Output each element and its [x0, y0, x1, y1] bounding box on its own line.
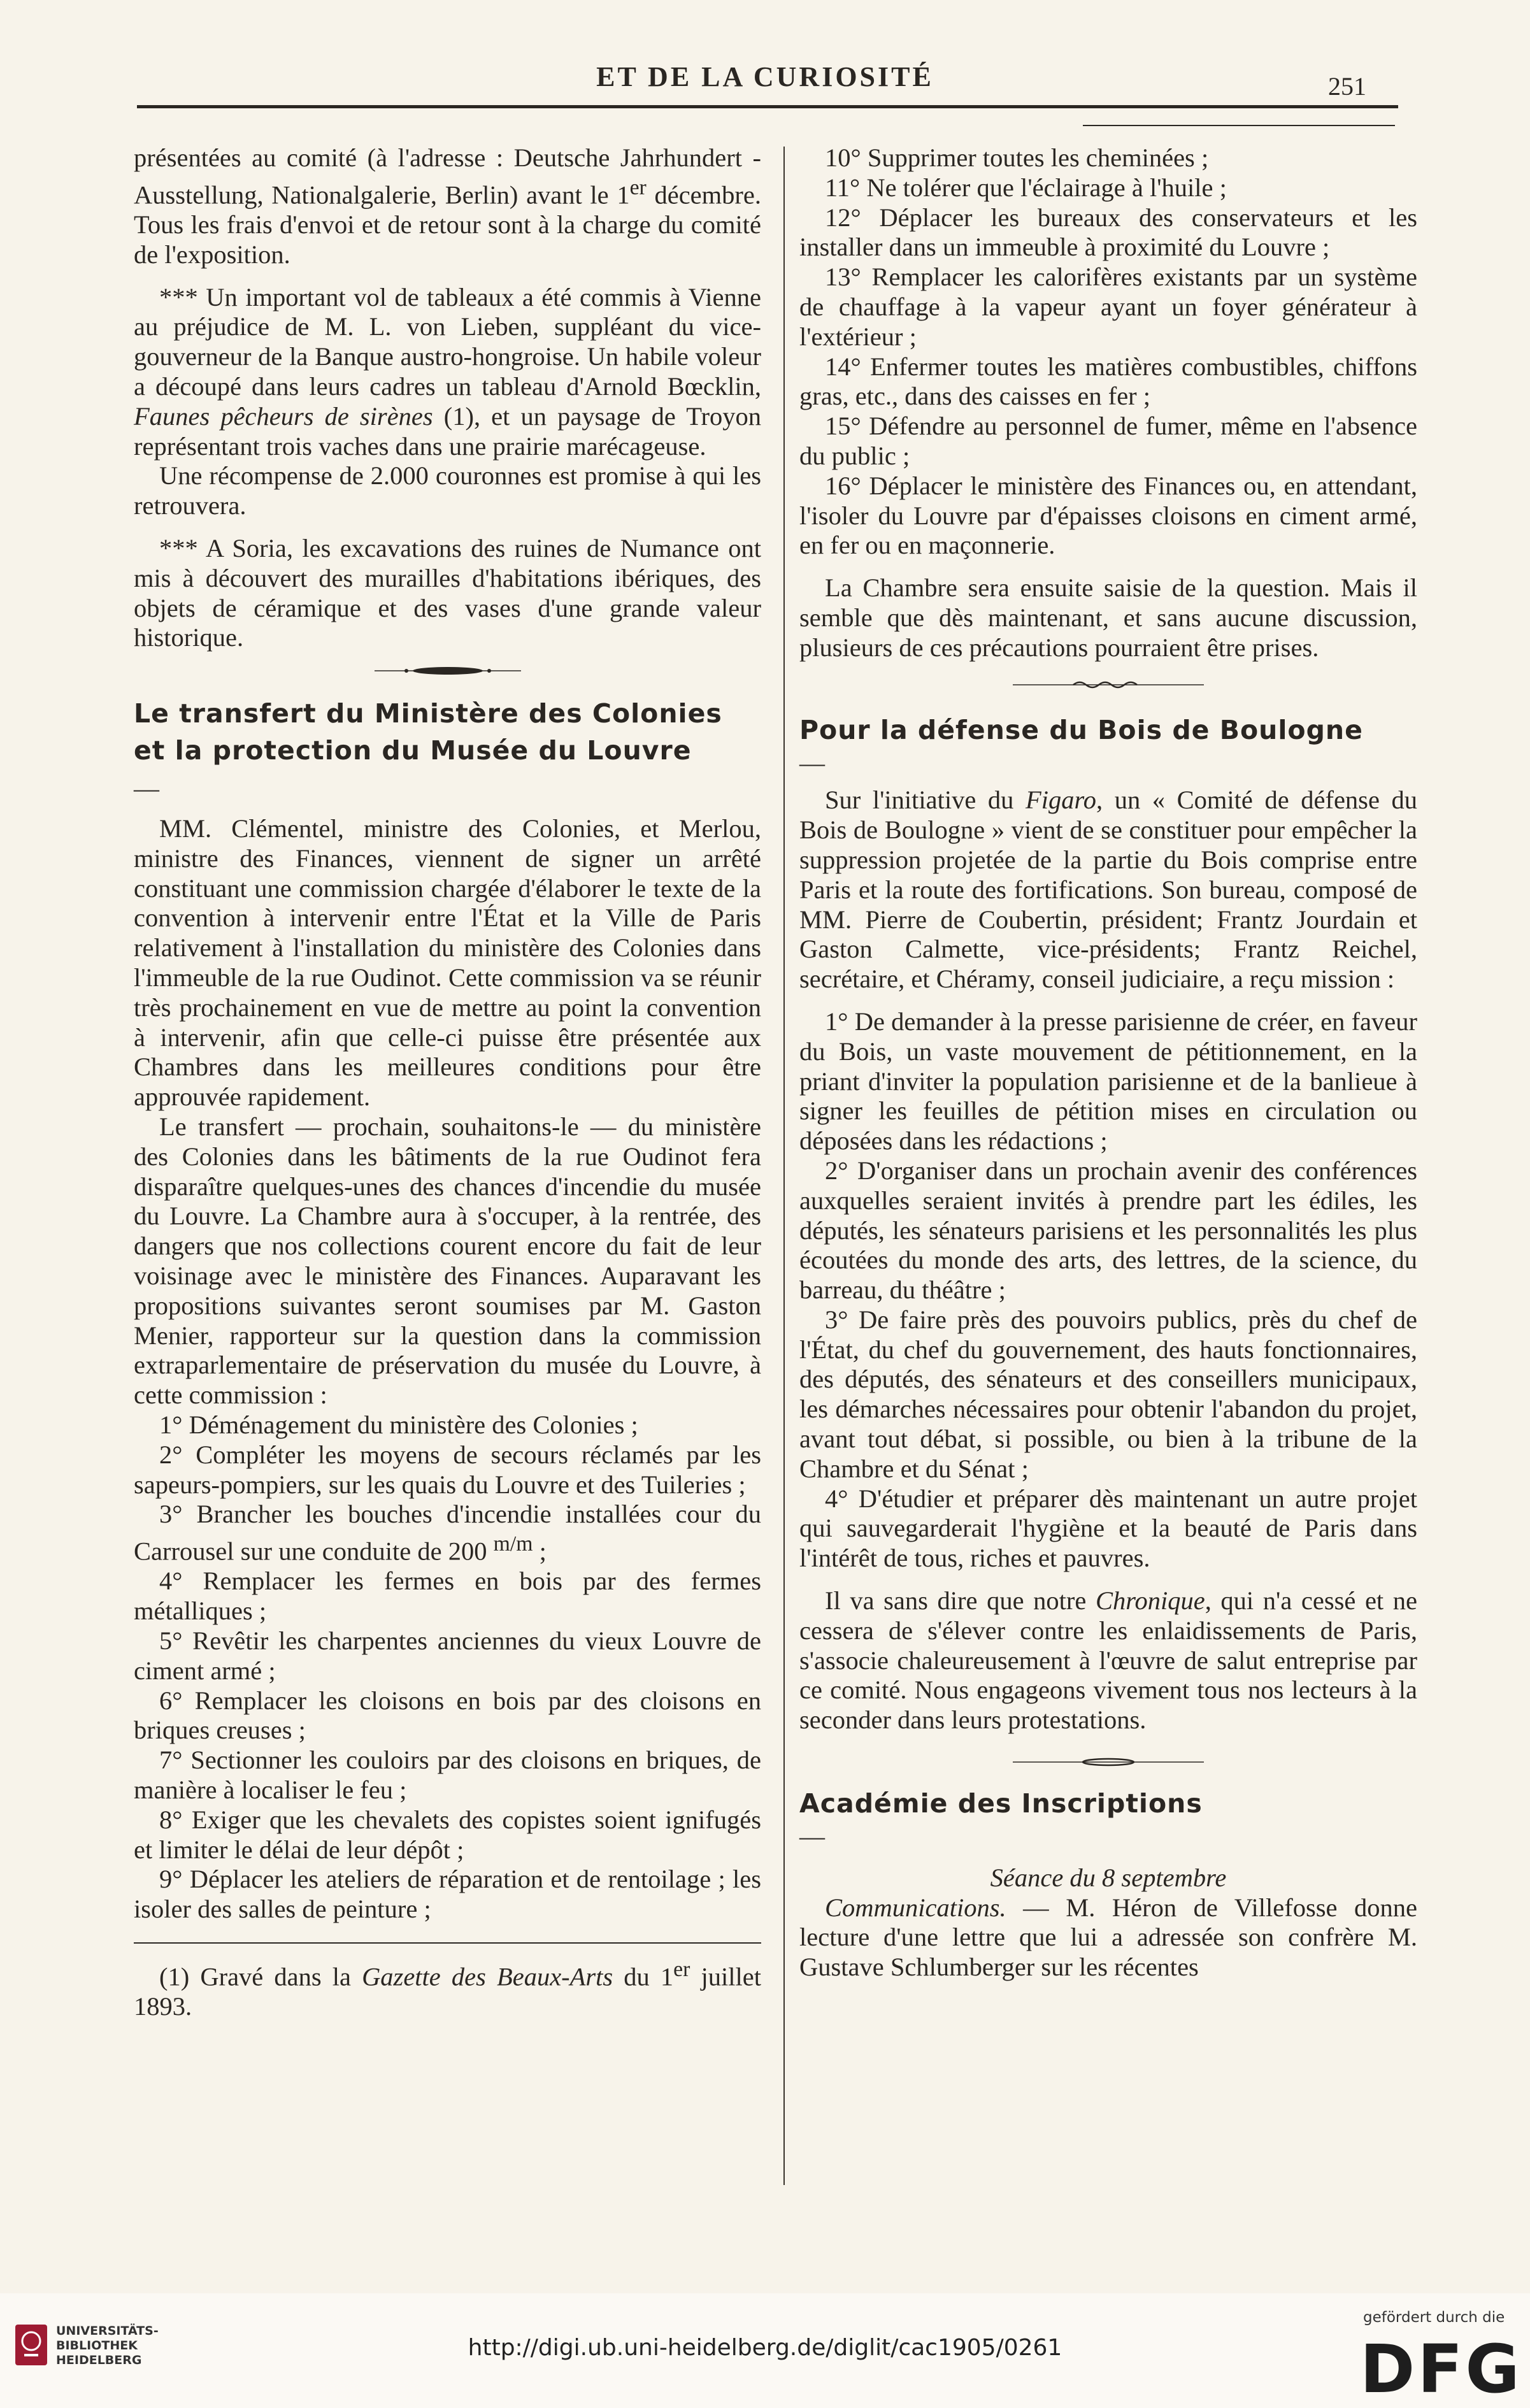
precaution-list-left — [134, 1410, 761, 1924]
list-item: 11° Ne tolérer que l'éclairage à l'huile ; — [825, 173, 1227, 202]
list-item: 3° De faire près des pouvoirs publics, près du chef de l'État, du chef du gouvernement, des hauts fonctionnaires, des députés, des sénateurs et des conseillers municipaux, les démarches nécessaires pour obtenir l'abandon du projet, avant tout débat, si possible, ou bien à la tribune de la Chambre et du Sénat ; — [799, 1305, 1417, 1483]
paragraph-chambre: La Chambre sera ensuite saisie de la question. Mais il semble que dès maintenant, et sans aucune discussion, plusieurs de ces précautions pourraient être prises. — [799, 573, 1417, 662]
paragraph-chronique: Il va sans dire que notre Chronique, qui n'a cessé et ne cessera de s'élever contre les enlaidissements de Paris, s'associe chaleureusement à l'œuvre de salut entreprise par ce comité. Nous engageons vivement tous nos lecteurs à la seconder dans leurs protestations. — [799, 1586, 1417, 1735]
list-item: 1° De demander à la presse parisienne de créer, en faveur du Bois, un vaste mouvement de pétitionnement, en la priant d'inviter la population parisienne et de la banlieue à signer les feuilles de pétition mises en circulation ou déposées dans les rédactions ; — [799, 1007, 1417, 1156]
paragraph-reward: Une récompense de 2.000 couronnes est promise à qui les retrouvera. — [134, 461, 761, 520]
dfg-logo: DFG — [1360, 2330, 1522, 2408]
header-rule-short — [1083, 125, 1395, 126]
precaution-list-right — [799, 143, 1417, 561]
running-title: ET DE LA CURIOSITÉ — [596, 61, 934, 92]
ornament-divider — [134, 653, 761, 689]
paragraph-soria: *** A Soria, les excavations des ruines de Numance ont mis à découvert des murailles d'habitations ibériques, des objets de céramique et des vases d'une grande valeur historique. — [134, 534, 761, 652]
footnote: (1) Gravé dans la Gazette des Beaux-Arts du 1er juillet 1893. — [134, 1958, 761, 2021]
paragraph-transfer: Le transfert — prochain, souhaitons-le — du ministère des Colonies dans les bâtiments de la rue Oudinot fera disparaître quelques-unes des chances d'incendie du musée du Louvre. La Chambre aura à s'occuper, à la rentrée, des dangers que nos collections courent encore du fait de leur voisinage avec le ministère des Finances. Auparavant les propositions suivantes seront soumises par M. Gaston Menier, rapporteur sur la question dans la commission extraparlementaire de préservation du musée du Louvre, à cette commission : — [134, 1112, 761, 1410]
ornament-divider — [799, 1744, 1417, 1780]
list-item: 10° Supprimer toutes les cheminées ; — [825, 143, 1209, 172]
list-item: 8° Exiger que les chevalets des copistes soient ignifugés et limiter le délai de leur dépôt ; — [134, 1805, 761, 1864]
mission-list — [799, 1007, 1417, 1573]
list-item: 14° Enfermer toutes les matières combustibles, chiffons gras, etc., dans des caisses en fer ; — [799, 352, 1417, 411]
header-rule — [137, 105, 1398, 108]
right-column — [799, 143, 1417, 1982]
list-item: 6° Remplacer les cloisons en bois par des cloisons en briques creuses ; — [134, 1686, 761, 1745]
sponsor-caption: gefördert durch die — [1363, 2309, 1505, 2326]
list-item: 16° Déplacer le ministère des Finances ou, en attendant, l'isoler du Louvre par d'épaisses cloisons en ciment armé, en fer ou en maçonnerie. — [799, 471, 1417, 560]
heading-dash: — — [134, 774, 159, 803]
page-number: 251 — [1328, 72, 1366, 101]
list-item: 9° Déplacer les ateliers de réparation et de rentoilage ; les isoler des salles de peinture ; — [134, 1865, 761, 1924]
list-item: 1° Déménagement du ministère des Colonies ; — [159, 1410, 638, 1439]
paragraph-vienna-theft: *** Un important vol de tableaux a été commis à Vienne au préjudice de M. L. von Lieben, suppléant du vice-gouverneur de la Banque austro-hongroise. Un habile voleur a découpé dans leurs cadres un tableau d'Arnold Bœcklin, Faunes pêcheurs de sirènes (1), et un paysage de Troyon représentant trois vaches dans une prairie marécageuse. — [134, 282, 761, 461]
footnote-rule — [134, 1942, 761, 1944]
list-item: 3° Brancher les bouches d'incendie installées cour du Carrousel sur une conduite de 200 $^{m/m}$ ; — [134, 1500, 761, 1566]
column-separator — [783, 147, 785, 2185]
paragraph-figaro: Sur l'initiative du Figaro, un « Comité de défense du Bois de Boulogne » vient de se constituer pour empêcher la suppression projetée de la partie du Bois comprise entre Paris et la route des fortifications. Son bureau, composé de MM. Pierre de Coubertin, président; Frantz Jourdain et Gaston Calmette, vice-présidents; Frantz Reichel, secrétaire, et Chéramy, conseil judiciaire, a reçu mission : — [799, 785, 1417, 994]
list-item: 5° Revêtir les charpentes anciennes du vieux Louvre de ciment armé ; — [134, 1626, 761, 1685]
list-item: 2° D'organiser dans un prochain avenir des conférences auxquelles seraient invités à prendre part les édiles, les députés, les sénateurs parisiens et les personnalités les plus écoutées du monde des arts, des lettres, de la science, du barreau, du théâtre ; — [799, 1156, 1417, 1305]
list-item: 4° D'étudier et préparer dès maintenant un autre projet qui sauvegarderait l'hygiène et la beauté de Paris dans l'intérêt de tous, riches et pauvres. — [799, 1484, 1417, 1573]
paragraph-communications: Communications. — M. Héron de Villefosse donne lecture d'une lettre que lui a adressée son confrère M. Gustave Schlumberger sur les récentes — [799, 1893, 1417, 1982]
article-heading-bois: Pour la défense du Bois de Boulogne — [799, 714, 1363, 745]
list-item: 13° Remplacer les calorifères existants par un système de chauffage à la vapeur ayant un foyer générateur à l'extérieur ; — [799, 262, 1417, 351]
list-item: 15° Défendre au personnel de fumer, même en l'absence du public ; — [799, 412, 1417, 470]
left-column — [134, 143, 761, 2022]
list-item: 12° Déplacer les bureaux des conservateurs et les installer dans un immeuble à proximité du Louvre ; — [799, 203, 1417, 262]
list-item: 4° Remplacer les fermes en bois par des fermes métalliques ; — [134, 1566, 761, 1626]
session-date: Séance du 8 septembre — [990, 1863, 1227, 1892]
ornament-divider — [799, 667, 1417, 703]
paragraph-berlin-exhibition: présentées au comité (à l'adresse : Deutsche Jahrhundert - Ausstellung, Nationalgalerie, Berlin) avant le 1er décembre. Tous les frais d'envoi et de retour sont à la charge du comité de l'exposition. — [134, 143, 761, 269]
article-heading-academie: Académie des Inscriptions — [799, 1788, 1203, 1819]
article-heading-louvre: Le transfert du Ministère des Colonies et la protection du Musée du Louvre — [134, 698, 722, 766]
permalink-url[interactable]: http://digi.ub.uni-heidelberg.de/diglit/cac1905/0261 — [468, 2335, 1062, 2361]
list-item: 2° Compléter les moyens de secours réclamés par les sapeurs-pompiers, sur les quais du Louvre et des Tuileries ; — [134, 1440, 761, 1499]
heading-dash: — — [799, 1822, 825, 1851]
library-name: UNIVERSITÄTS- BIBLIOTHEK HEIDELBERG — [56, 2324, 159, 2367]
list-item: 7° Sectionner les couloirs par des cloisons en briques, de manière à localiser le feu ; — [134, 1745, 761, 1805]
heading-dash: — — [799, 748, 825, 777]
paragraph-commission: MM. Clémentel, ministre des Colonies, et Merlou, ministre des Finances, viennent de signer un arrêté constituant une commission chargée d'élaborer le texte de la convention à intervenir entre l'État et la Ville de Paris relativement à l'installation du ministère des Colonies dans l'immeuble de la rue Oudinot. Cette commission va se réunir très prochainement en vue de mettre au point la convention à intervenir, afin que celle-ci puisse être présentée aux Chambres dans les meilleures conditions pour être approuvée rapidement. — [134, 814, 761, 1112]
